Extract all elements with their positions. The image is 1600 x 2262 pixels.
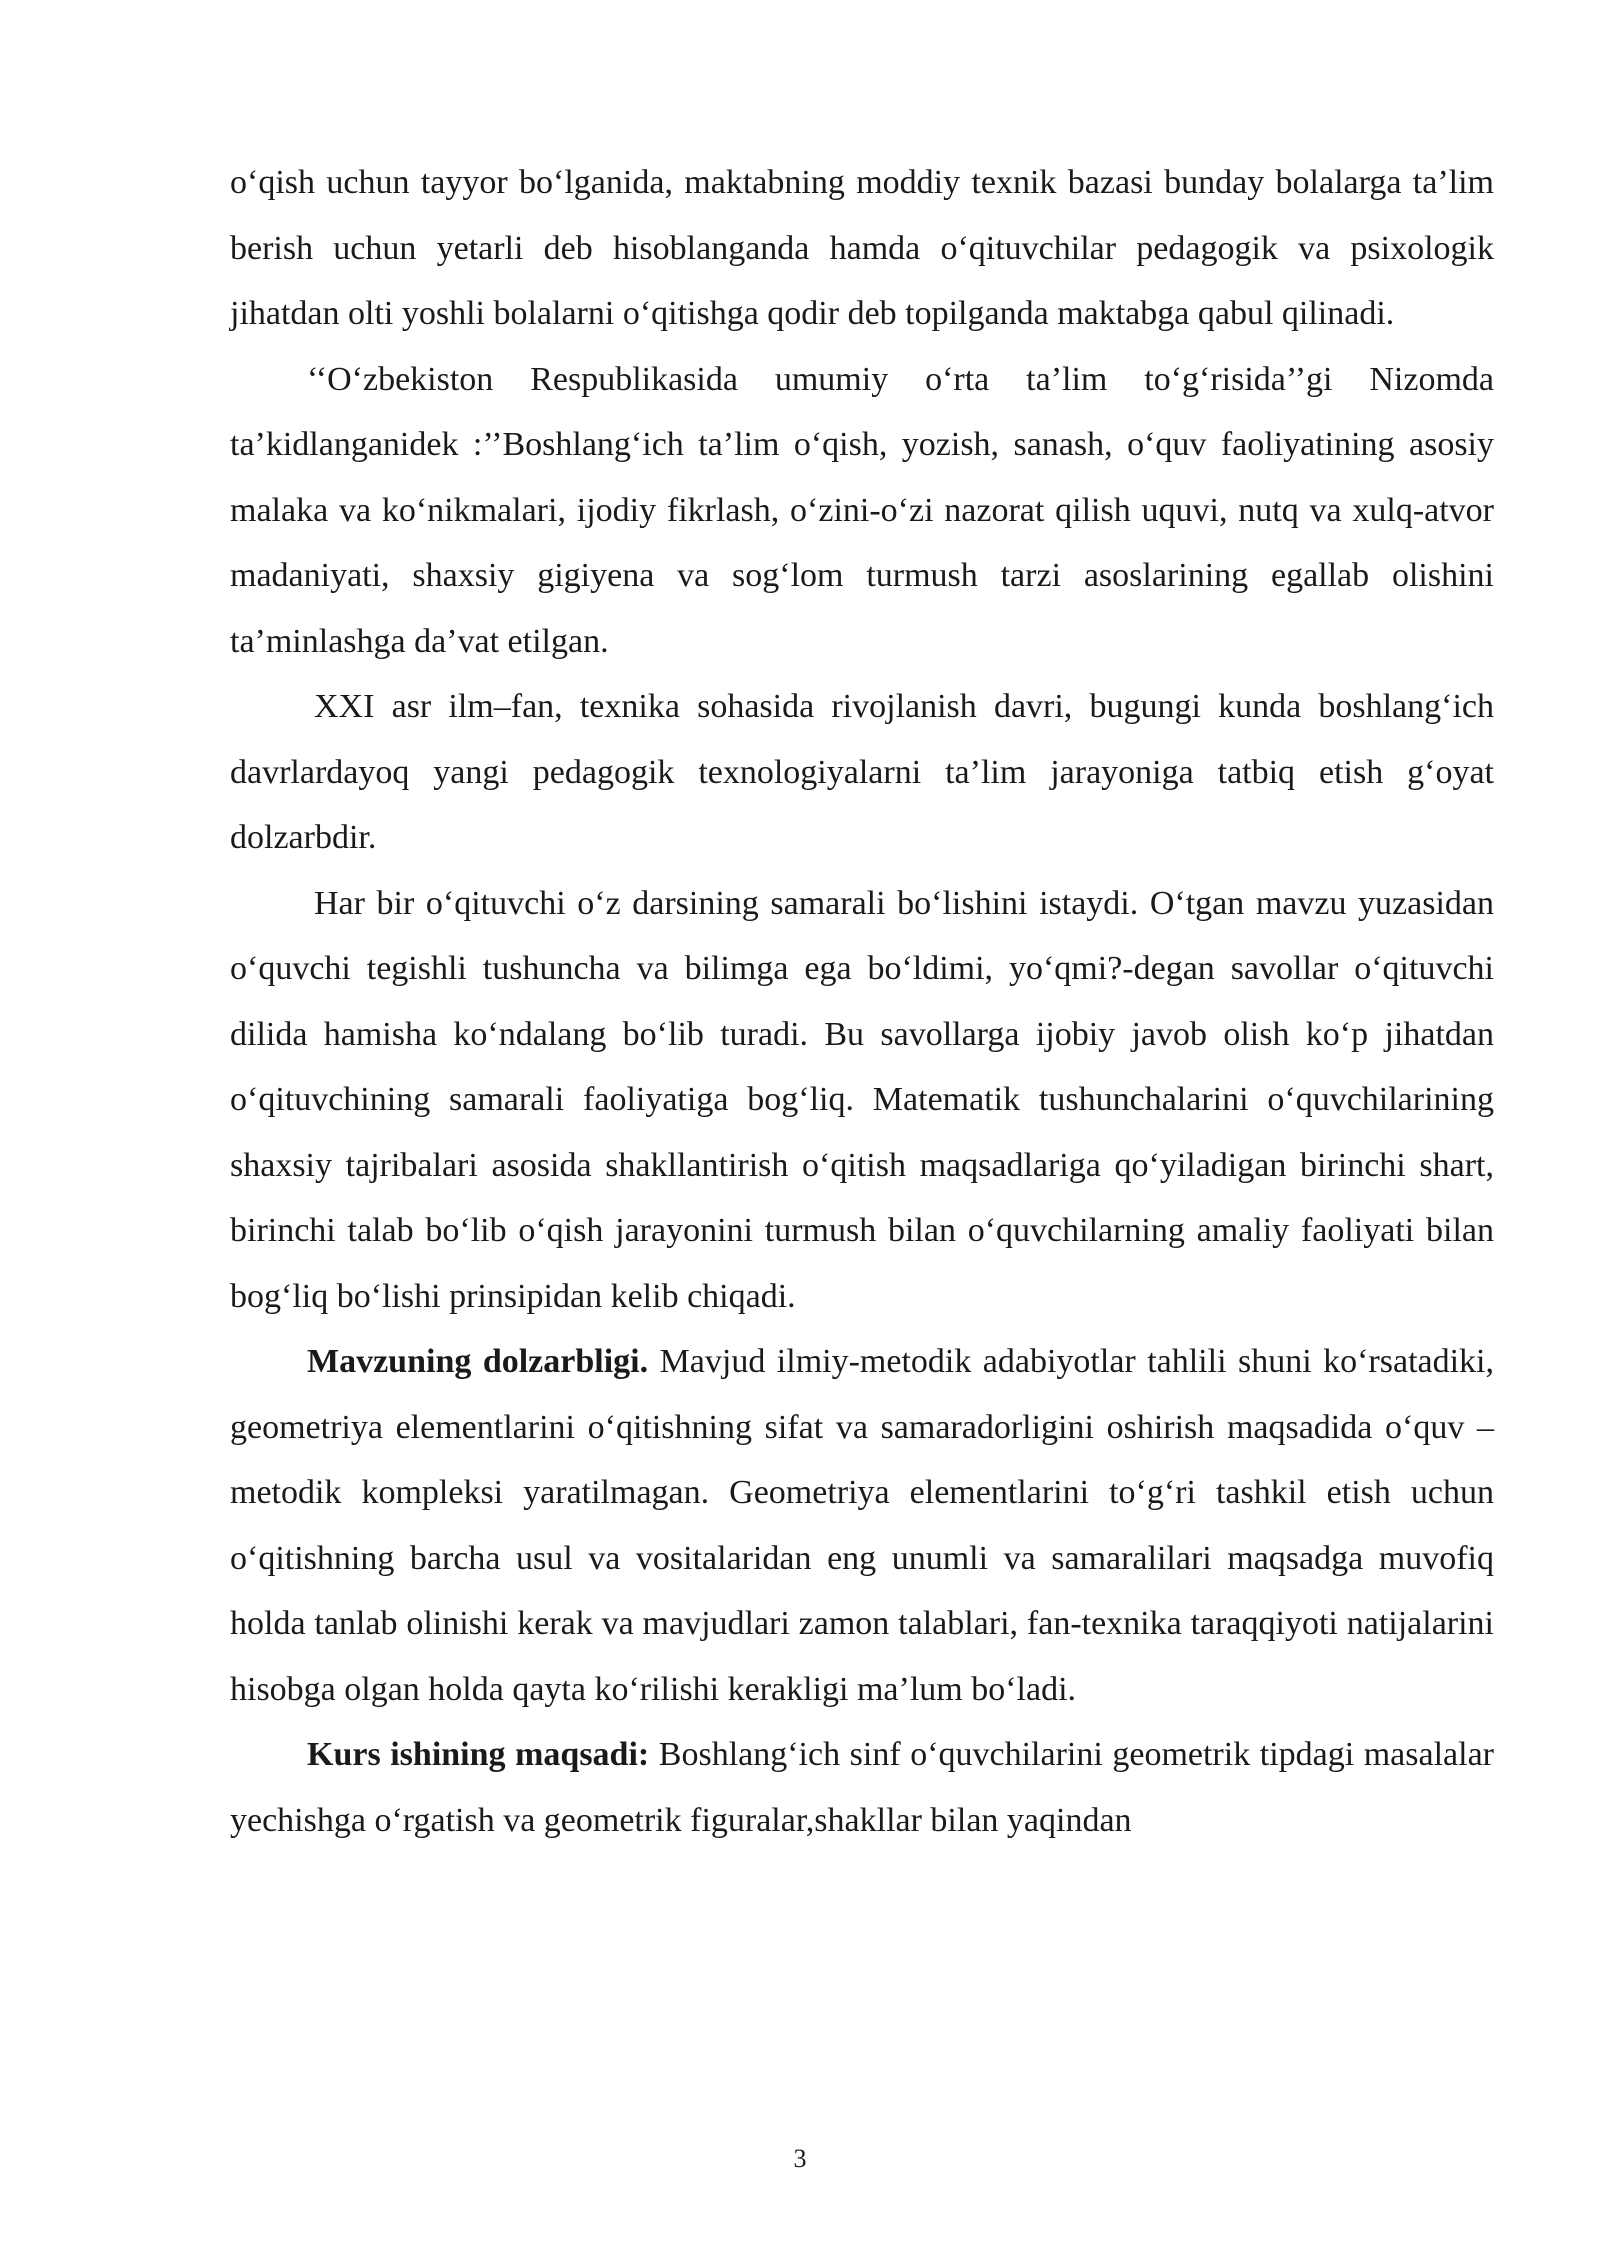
paragraph-text: Mavjud ilmiy-metodik adabiyotlar tahlili shuni ko‘rsatadiki, geometriya elementlarini o‘qitishning sifat va samaradorligini oshirish maqsadida o‘quv – metodik kompleksi yaratilmagan. Geometriya elementlarini to‘g‘ri tashkil etish uchun o‘qitishning barcha usul va vositalaridan eng unumli va samaralilari maqsadga muvofiq holda tanlab olinishi kerak va mavjudlari zamon talablari, fan-texnika taraqqiyoti natijalarini hisobga olgan holda qayta ko‘rilishi kerakligi ma’lum bo‘ladi. (230, 1343, 1495, 1708)
page-number: 3 (793, 2144, 807, 2173)
page-body (230, 150, 1494, 1853)
paragraph-text: o‘qish uchun tayyor bo‘lganida, maktabning moddiy texnik bazasi bunday bolalarga ta’lim berish uchun yetarli deb hisoblanganda hamda o‘qituvchilar pedagogik va psixologik jihatdan olti yoshli bolalarni o‘qitishga qodir deb topilganda maktabga qabul qilinadi. (230, 164, 1494, 332)
paragraph-5 (230, 1329, 1494, 1722)
paragraph-text: ‘‘O‘zbekiston Respublikasida umumiy o‘rta ta’lim to‘g‘risida’’gi Nizomda ta’kidlanganidek :’’Boshlang‘ich ta’lim o‘qish, yozish, sanash, o‘quv faoliyatining asosiy malaka va ko‘nikmalari, ijodiy fikrlash, o‘zini-o‘zi nazorat qilish uquvi, nutq va xulq-atvor madaniyati, shaxsiy gigiyena va sog‘lom turmush tarzi asoslarining egallab olishini ta’minlashga da’vat etilgan. (230, 360, 1494, 660)
paragraph-text: Boshlang‘ich sinf o‘quvchilarini geometrik tipdagi masalalar yechishga o‘rgatish va geometrik figuralar,shakllar bilan yaqindan (230, 1736, 1494, 1839)
section-heading-goal: Kurs ishining maqsadi: (307, 1736, 650, 1773)
paragraph-6 (230, 1722, 1494, 1853)
paragraph-4 (230, 871, 1494, 1330)
section-heading-relevance: Mavzuning dolzarbligi. (307, 1343, 649, 1380)
paragraph-2 (230, 347, 1494, 675)
paragraph-3 (230, 674, 1494, 871)
paragraph-1 (230, 150, 1494, 347)
paragraph-text: Har bir o‘qituvchi o‘z darsining samarali bo‘lishini istaydi. O‘tgan mavzu yuzasidan o‘quvchi tegishli tushuncha va bilimga ega bo‘ldimi, yo‘qmi?-degan savollar o‘qituvchi dilida hamisha ko‘ndalang bo‘lib turadi. Bu savollarga ijobiy javob olish ko‘p jihatdan o‘qituvchining samarali faoliyatiga bog‘liq. Matematik tushunchalarini o‘quvchilarining shaxsiy tajribalari asosida shakllantirish o‘qitish maqsadlariga qo‘yiladigan birinchi shart, birinchi talab bo‘lib o‘qish jarayonini turmush bilan o‘quvchilarning amaliy faoliyati bilan bog‘liq bo‘lishi prinsipidan kelib chiqadi. (230, 884, 1494, 1315)
paragraph-text: XXI asr ilm–fan, texnika sohasida rivojlanish davri, bugungi kunda boshlang‘ich davrlardayoq yangi pedagogik texnologiyalarni ta’lim jarayoniga tatbiq etish g‘oyat dolzarbdir. (230, 688, 1494, 856)
